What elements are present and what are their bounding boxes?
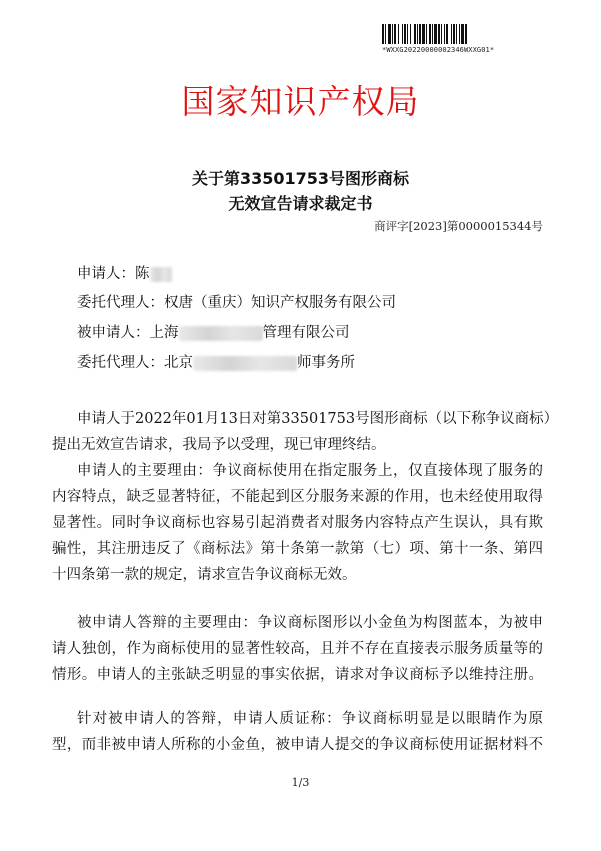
paragraph-respondent-defense [52, 610, 543, 688]
document-title-line-1: 关于第33501753号图形商标 [191, 169, 410, 188]
text-line: 申请人的主要理由：争议商标使用在指定服务上，仅直接体现了服务的 [77, 463, 543, 479]
barcode-number: *WXXG20220000002346WXXG01* [382, 46, 495, 54]
text-line: 骗性，其注册违反了《商标法》第十条第一款第（七）项、第十一条、第四 [52, 541, 543, 557]
barcode [382, 24, 534, 44]
paragraph-cross-examination [52, 706, 543, 758]
text-line: 显著性。同时争议商标也容易引起消费者对服务内容特点产生误认，具有欺 [52, 515, 543, 531]
applicant [77, 262, 172, 283]
text-line: 情形。申请人的主张缺乏明显的事实依据，请求对争议商标予以维持注册。 [52, 667, 543, 683]
text-line: 型，而非被申请人所称的小金鱼，被申请人提交的争议商标使用证据材料不 [52, 737, 543, 753]
text-line: 申请人于2022年01月13日对第33501753号图形商标（以下称争议商标） [77, 411, 559, 427]
applicant-agent: 委托代理人：权唐（重庆）知识产权服务有限公司 [77, 295, 396, 311]
applicant-label: 申请人：陈 [77, 266, 150, 282]
redacted-block [193, 356, 297, 371]
text-line: 内容特点，缺乏显著特征，不能起到区分服务来源的作用，也未经使用取得 [52, 489, 543, 505]
page-number: 1/3 [291, 776, 310, 789]
text-line: 提出无效宣告请求，我局予以受理，现已审理终结。 [52, 437, 386, 453]
paragraph-applicant-reasons [52, 458, 543, 588]
text-line: 请人独创，作为商标使用的显著性较高，且并不存在直接表示服务质量等的 [52, 641, 543, 657]
text-line: 被申请人答辩的主要理由：争议商标图形以小金鱼为构图蓝本，为被申 [77, 615, 543, 631]
paragraph-request [52, 406, 559, 458]
respondent-prefix: 被申请人：上海 [77, 325, 179, 341]
respondent-suffix: 管理有限公司 [262, 325, 350, 341]
respondent-agent [77, 351, 355, 372]
redacted-block [150, 267, 172, 282]
text-line: 针对被申请人的答辩，申请人质证称：争议商标明显是以眼睛作为原 [77, 711, 543, 727]
barcode-bar [467, 24, 469, 44]
respondent-agent-suffix: 师事务所 [297, 355, 355, 371]
text-line: 十四条第一款的规定，请求宣告争议商标无效。 [52, 567, 357, 583]
document-number: 商评字[2023]第0000015344号 [374, 219, 543, 233]
redacted-block [179, 326, 263, 341]
respondent-agent-prefix: 委托代理人：北京 [77, 355, 193, 371]
issuing-agency: 国家知识产权局 [181, 82, 420, 121]
respondent [77, 321, 350, 342]
document-title-line-2: 无效宣告请求裁定书 [228, 194, 373, 213]
